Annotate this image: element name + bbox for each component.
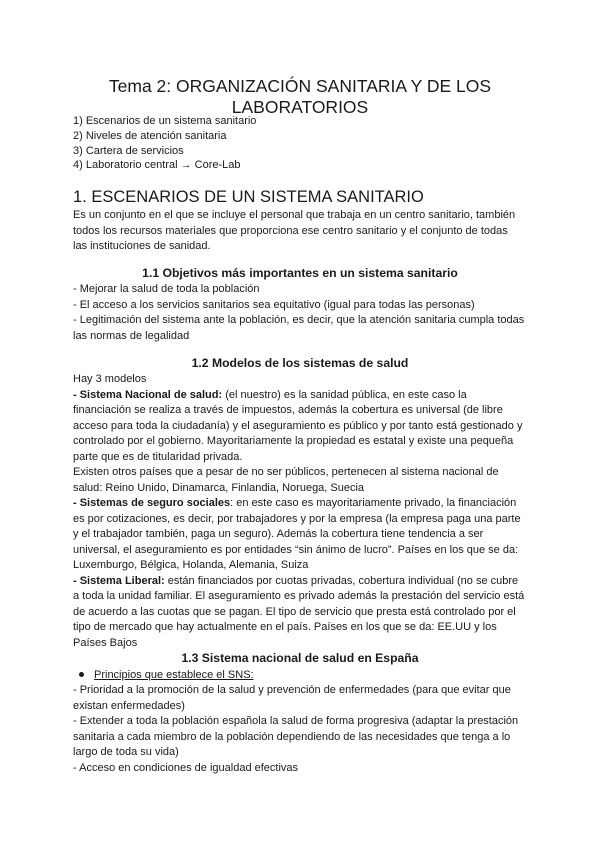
list-item-continuation: las normas de legalidad <box>73 329 190 342</box>
paragraph-line: todos los recursos materiales que proporciona ese centro sanitario y el conjunto de todas <box>73 224 508 237</box>
section-1-3-heading: 1.3 Sistema nacional de salud en España <box>181 651 419 665</box>
model-nacional-label: - Sistema Nacional de salud: <box>73 388 223 401</box>
model-liberal-first-line <box>73 574 533 590</box>
paragraph-line: financiación se realiza a través de impuestos, además la cobertura es universal (de libre <box>73 404 503 416</box>
paragraph-line: de acuerdo a las cuotas que se pagan. El tipo de servicio que presta está controlado por el <box>73 605 516 618</box>
paragraph-line: tipo de mercado que hay actualmente en el país. Países en los que se da: EE.UU y los <box>73 621 497 633</box>
list-item: - Extender a toda la población española la salud de forma progresiva (adaptar la prestación <box>73 715 519 727</box>
list-item-continuation: sanitaria a cada miembro de la población dependiendo de las necesidades que tenga a lo <box>73 730 511 743</box>
toc-item: 2) Niveles de atención sanitaria <box>73 129 227 142</box>
paragraph-line: parte que es de titularidad privada. <box>73 450 243 463</box>
model-seguros-first-line <box>73 496 533 512</box>
paragraph-line: las instituciones de sanidad. <box>73 240 211 252</box>
paragraph-line: es por cotizaciones, es decir, por trabajadores y por la empresa (la empresa paga una parte <box>73 512 521 525</box>
list-item: - El acceso a los servicios sanitarios sea equitativo (igual para todas las personas) <box>73 298 475 311</box>
toc-item: 1) Escenarios de un sistema sanitario <box>73 115 257 127</box>
section-1-intro <box>73 208 533 255</box>
list-item-continuation: largo de toda su vida) <box>73 746 179 758</box>
paragraph-line: universal, el aseguramiento es por entidades “sin ánimo de lucro”. Países en los que se da: <box>73 543 519 556</box>
section-1-1-heading: 1.1 Objetivos más importantes en un sistema sanitario <box>142 266 458 280</box>
list-item: - Legitimación del sistema ante la población, es decir, que la atención sanitaria cumpla todas <box>73 314 525 326</box>
list-item: - Prioridad a la promoción de la salud y prevención de enfermedades (para que evitar que <box>73 684 511 696</box>
section-1-1-list <box>73 282 533 344</box>
model-nacional-first-line <box>73 388 533 404</box>
title-line-1: Tema 2: ORGANIZACIÓN SANITARIA Y DE LOS <box>108 76 492 96</box>
section-1-heading: 1. ESCENARIOS DE UN SISTEMA SANITARIO <box>73 188 424 206</box>
list-item-continuation: existan enfermedades) <box>73 699 185 712</box>
table-of-contents <box>73 114 256 173</box>
model-nacional-text: (el nuestro) es la sanidad pública, en este caso la <box>222 388 467 401</box>
paragraph-line: Luxemburgo, Bélgica, Holanda, Alemania, Suiza <box>73 559 309 571</box>
paragraph-line: controlado por el gobierno. Mayoritariamente la propiedad es estatal y existe una pequeña <box>73 435 514 447</box>
paragraph-line: salud: Reino Unido, Dinamarca, Finlandia, Noruega, Suecia <box>73 481 365 494</box>
paragraph-line: acceso para toda la ciudadanía) y el aseguramiento es público y por tanto está gestionado y <box>73 419 523 432</box>
bullet-dot-icon <box>79 672 84 677</box>
section-1-2-body <box>73 372 533 651</box>
paragraph-line: Países Bajos <box>73 636 138 649</box>
model-seguros-label: - Sistemas de seguro sociales <box>73 497 231 509</box>
document-title <box>60 76 540 118</box>
title-line-2: LABORATORIOS <box>231 97 369 117</box>
paragraph-line: Hay 3 modelos <box>73 373 147 385</box>
model-seguros-text: : en este caso es mayoritariamente privado, la financiación <box>230 497 517 509</box>
model-liberal-text: están financiados por cuotas privadas, cobertura individual (no se cubre <box>164 574 519 587</box>
list-item: - Mejorar la salud de toda la población <box>73 283 260 295</box>
bullet-item <box>79 668 254 683</box>
toc-item: 3) Cartera de servicios <box>73 144 184 157</box>
bullet-label: Principios que establece el SNS: <box>94 669 254 681</box>
model-liberal-label: - Sistema Liberal: <box>73 574 165 587</box>
paragraph-line: Es un conjunto en el que se incluye el personal que trabaja en un centro sanitario, también <box>73 209 516 221</box>
paragraph-line: Existen otros países que a pesar de no ser públicos, pertenecen al sistema nacional de <box>73 466 499 478</box>
toc-item: 4) Laboratorio central → Core-Lab <box>73 159 241 172</box>
section-1-2-heading: 1.2 Modelos de los sistemas de salud <box>191 356 409 370</box>
section-1-3-list <box>73 683 533 776</box>
paragraph-line: y el trabajador también, paga un seguro). Además la cobertura tiene tendencia a ser <box>73 528 484 540</box>
list-item: - Acceso en condiciones de igualdad efectivas <box>73 761 299 774</box>
paragraph-line: a toda la unidad familiar. El aseguramiento es privado además la prestación del servicio está <box>73 590 525 602</box>
